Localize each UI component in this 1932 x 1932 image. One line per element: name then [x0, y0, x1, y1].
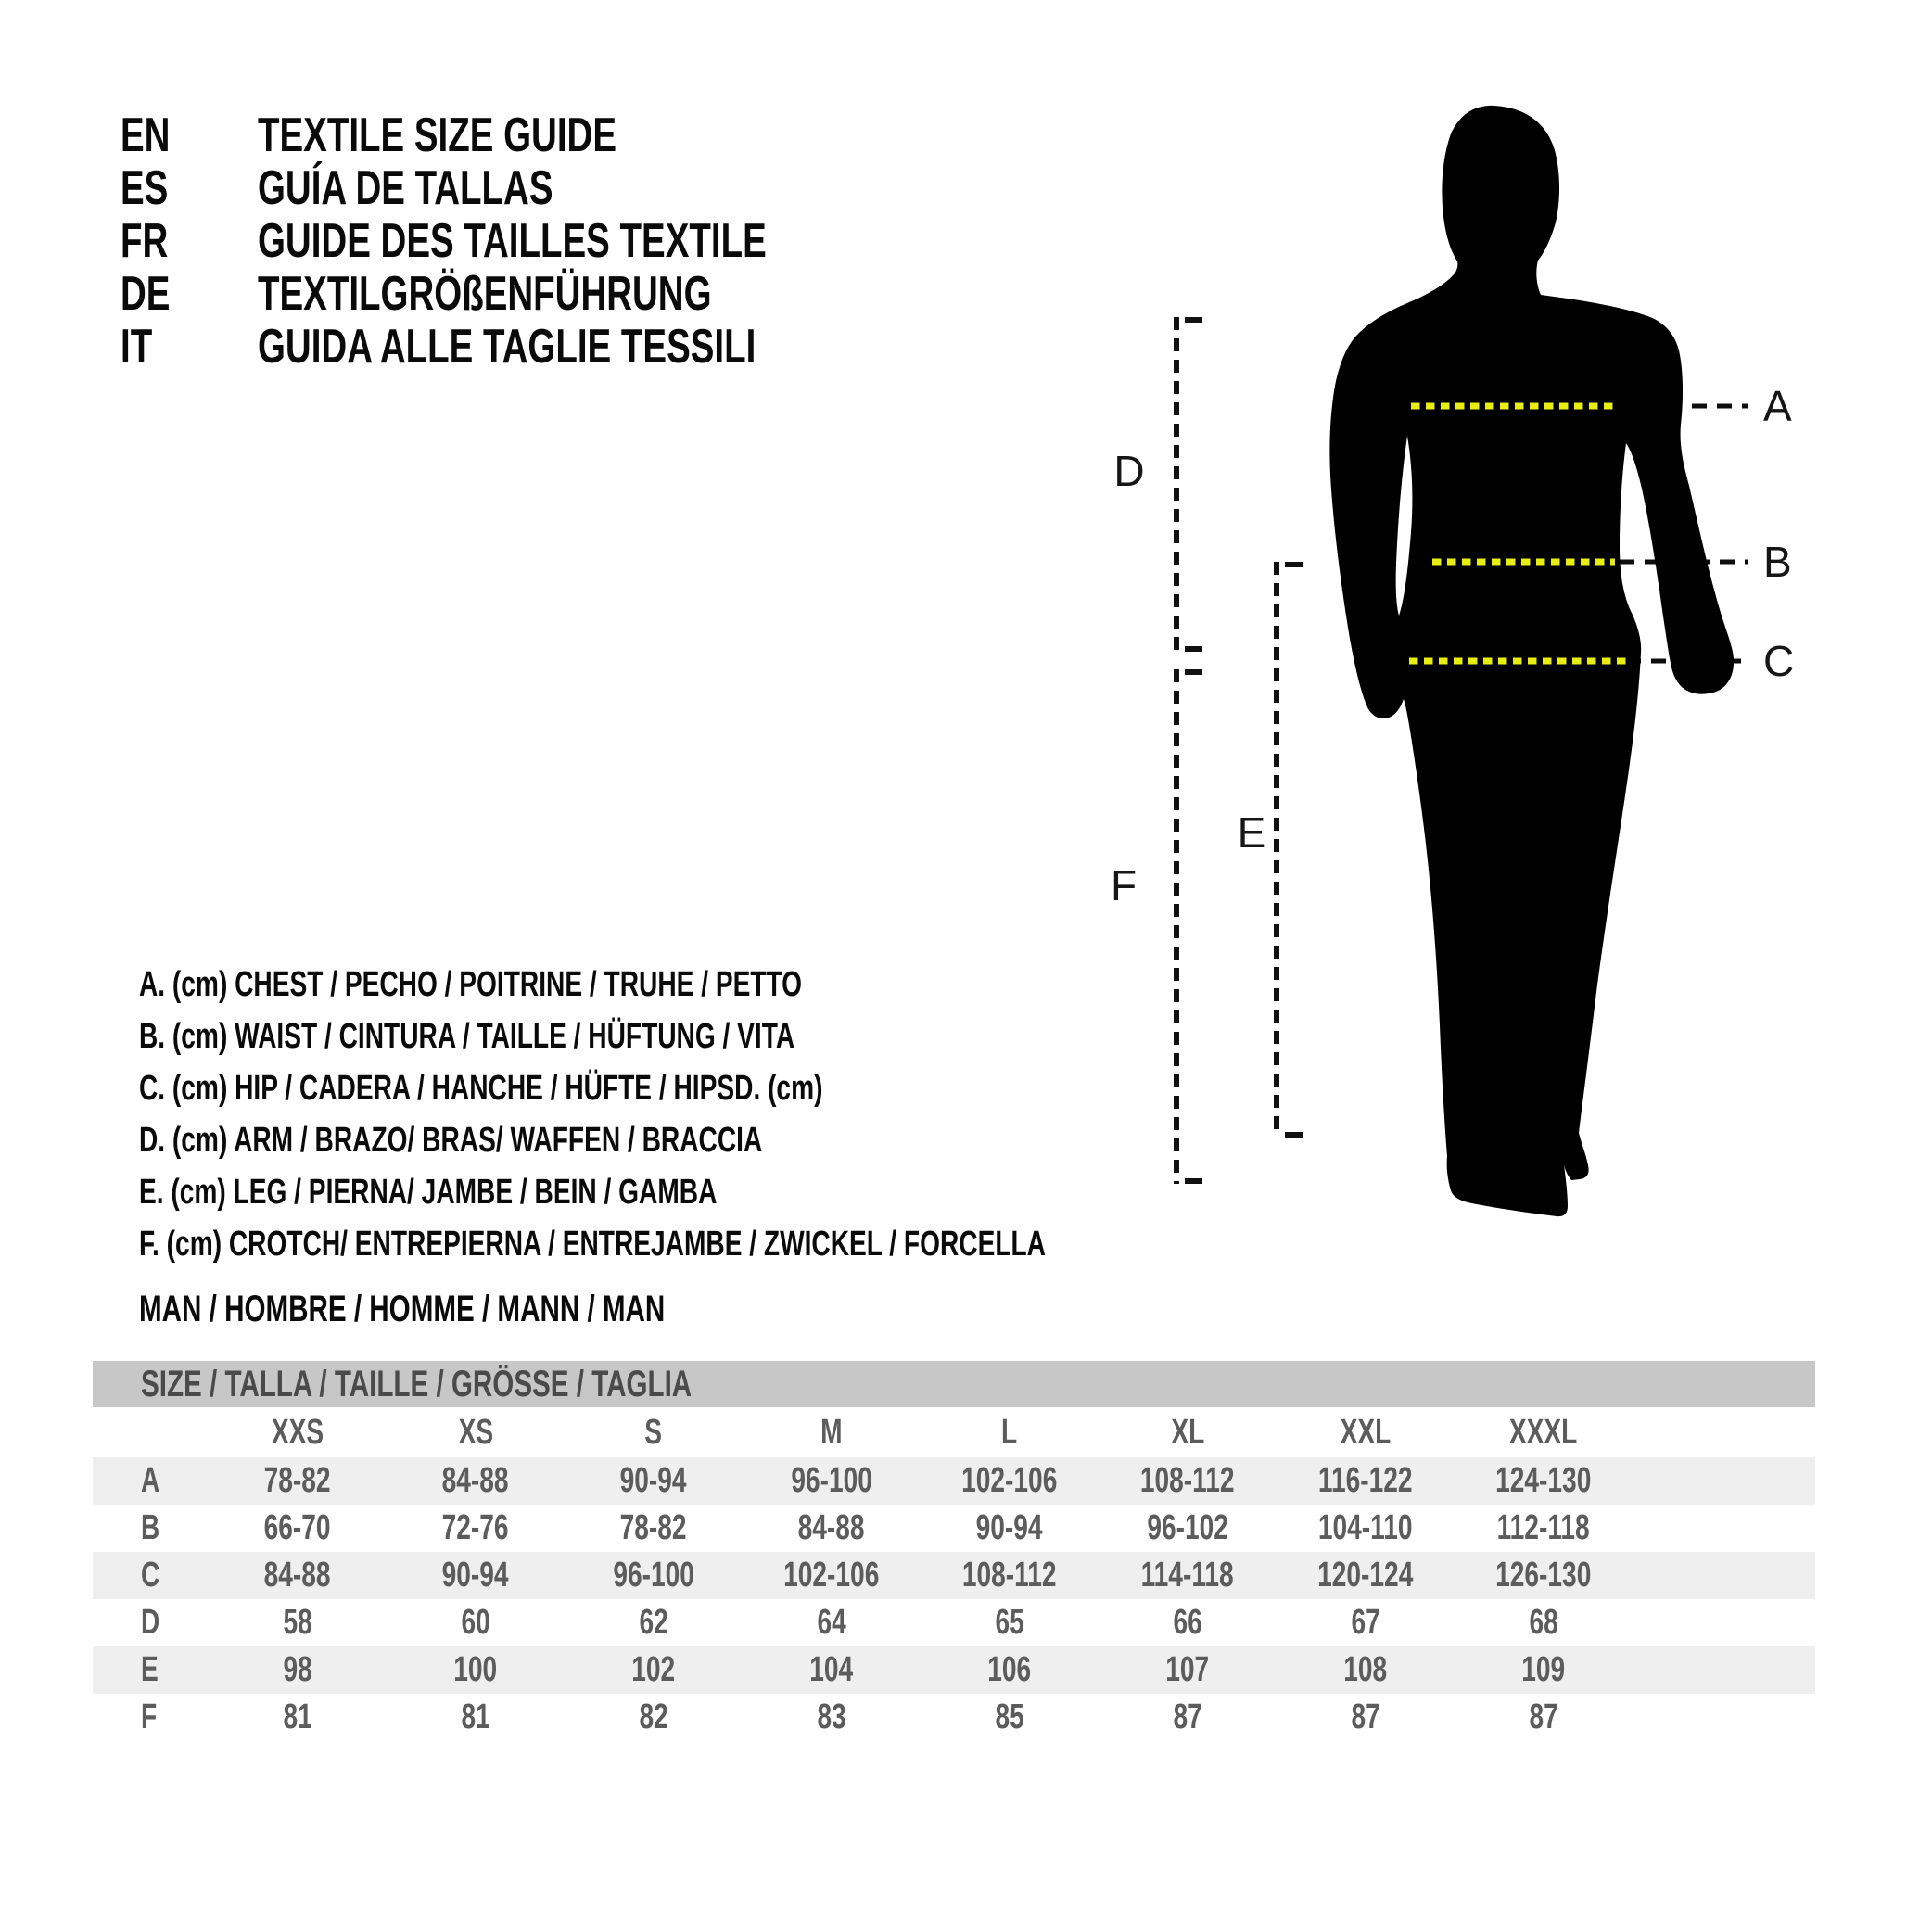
table-cell: 108-112 [1140, 1461, 1235, 1500]
table-cell: 104-110 [1318, 1508, 1413, 1547]
gender-line: MAN / HOMBRE / HOMME / MANN / MAN [139, 1289, 666, 1329]
table-cell: 104 [809, 1650, 854, 1689]
lang-code: FR [121, 214, 169, 268]
size-column-header: L [1001, 1412, 1018, 1452]
row-label: E [141, 1650, 159, 1689]
size-column-header: XXXL [1509, 1412, 1578, 1452]
table-cell: 90-94 [442, 1556, 509, 1595]
table-cell: 60 [461, 1603, 490, 1642]
size-column-header: XXS [271, 1412, 324, 1452]
table-cell: 66-70 [264, 1508, 331, 1547]
label-leg: E [1237, 808, 1266, 857]
table-cell: 78-82 [264, 1461, 331, 1500]
table-cell: 102-106 [961, 1461, 1058, 1500]
table-title-band [93, 1361, 1815, 1407]
legend-waist: B. (cm) WAIST / CINTURA / TAILLE / HÜFTUNG / VITA [139, 1017, 795, 1056]
row-label: C [141, 1556, 160, 1595]
table-cell: 96-100 [613, 1556, 694, 1595]
table-cell: 96-100 [791, 1461, 872, 1500]
table-cell: 120-124 [1317, 1556, 1414, 1595]
legend-arm: D. (cm) ARM / BRAZO/ BRAS/ WAFFEN / BRACCIA [139, 1121, 763, 1160]
size-column-header: M [820, 1412, 843, 1452]
table-cell: 58 [283, 1603, 312, 1642]
row-label: F [141, 1697, 158, 1736]
size-column-header: XS [458, 1412, 493, 1452]
size-header-row [93, 1407, 1815, 1457]
table-cell: 102-106 [783, 1556, 880, 1595]
table-cell: 62 [639, 1603, 668, 1642]
table-cell: 87 [1529, 1697, 1558, 1736]
table-title: SIZE / TALLA / TAILLE / GRÖSSE / TAGLIA [141, 1363, 693, 1405]
table-cell: 108-112 [962, 1556, 1057, 1595]
table-cell: 102 [631, 1650, 676, 1689]
table-cell: 72-76 [442, 1508, 509, 1547]
size-table [93, 1361, 1815, 1741]
table-cell: 108 [1343, 1650, 1388, 1689]
table-cell: 107 [1165, 1650, 1210, 1689]
lang-code: IT [121, 320, 153, 374]
label-waist: B [1763, 538, 1792, 586]
row-label: A [141, 1461, 160, 1500]
legend-hip: C. (cm) HIP / CADERA / HANCHE / HÜFTE / HIPSD. (cm) [139, 1069, 823, 1108]
table-row [93, 1646, 1815, 1694]
legend-crotch: F. (cm) CROTCH/ ENTREPIERNA / ENTREJAMBE / ZWICKEL / FORCELLA [139, 1225, 1046, 1264]
table-cell: 106 [987, 1650, 1032, 1689]
table-cell: 82 [639, 1697, 668, 1736]
table-cell: 114-118 [1140, 1556, 1235, 1595]
size-column-header: XL [1171, 1412, 1204, 1452]
table-body [93, 1457, 1815, 1741]
table-cell: 98 [283, 1650, 312, 1689]
table-cell: 112-118 [1496, 1508, 1591, 1547]
lang-title: TEXTILE SIZE GUIDE [258, 108, 616, 162]
table-row [93, 1552, 1815, 1599]
table-row [93, 1457, 1815, 1505]
table-cell: 96-102 [1147, 1508, 1228, 1547]
table-cell: 100 [453, 1650, 498, 1689]
lang-title: GUIDE DES TAILLES TEXTILE [258, 214, 767, 268]
label-arm: D [1113, 447, 1145, 495]
table-cell: 90-94 [976, 1508, 1043, 1547]
row-label: D [141, 1603, 160, 1642]
table-cell: 81 [283, 1697, 312, 1736]
lang-code: DE [121, 267, 171, 321]
table-cell: 81 [461, 1697, 490, 1736]
label-chest: A [1763, 382, 1792, 430]
table-cell: 85 [995, 1697, 1024, 1736]
table-cell: 78-82 [620, 1508, 687, 1547]
legend-chest: A. (cm) CHEST / PECHO / POITRINE / TRUHE / PETTO [139, 965, 803, 1004]
table-cell: 87 [1173, 1697, 1202, 1736]
label-crotch: F [1110, 861, 1138, 909]
lang-code: EN [121, 108, 171, 162]
table-cell: 90-94 [620, 1461, 687, 1500]
table-cell: 68 [1529, 1603, 1558, 1642]
legend-leg: E. (cm) LEG / PIERNA/ JAMBE / BEIN / GAMBA [139, 1173, 718, 1212]
measurement-legend [139, 959, 1365, 1270]
lang-title: TEXTILGRÖßENFÜHRUNG [258, 267, 712, 321]
table-cell: 116-122 [1318, 1461, 1413, 1500]
size-column-header: S [644, 1412, 663, 1452]
table-cell: 84-88 [442, 1461, 509, 1500]
table-cell: 126-130 [1495, 1556, 1592, 1595]
table-row [93, 1505, 1815, 1552]
table-cell: 84-88 [798, 1508, 865, 1547]
table-cell: 124-130 [1495, 1461, 1592, 1500]
table-cell: 84-88 [264, 1556, 331, 1595]
table-cell: 65 [995, 1603, 1024, 1642]
table-cell: 109 [1521, 1650, 1566, 1689]
table-row [93, 1599, 1815, 1646]
table-cell: 87 [1351, 1697, 1380, 1736]
table-cell: 66 [1173, 1603, 1202, 1642]
lang-code: ES [121, 161, 169, 215]
table-cell: 67 [1351, 1603, 1380, 1642]
table-row [93, 1694, 1815, 1741]
row-label: B [141, 1508, 160, 1547]
lang-title: GUÍA DE TALLAS [258, 161, 553, 215]
size-column-header: XXL [1340, 1412, 1392, 1452]
table-cell: 83 [817, 1697, 846, 1736]
label-hip: C [1763, 637, 1795, 685]
lang-title: GUIDA ALLE TAGLIE TESSILI [258, 320, 756, 374]
table-cell: 64 [817, 1603, 846, 1642]
